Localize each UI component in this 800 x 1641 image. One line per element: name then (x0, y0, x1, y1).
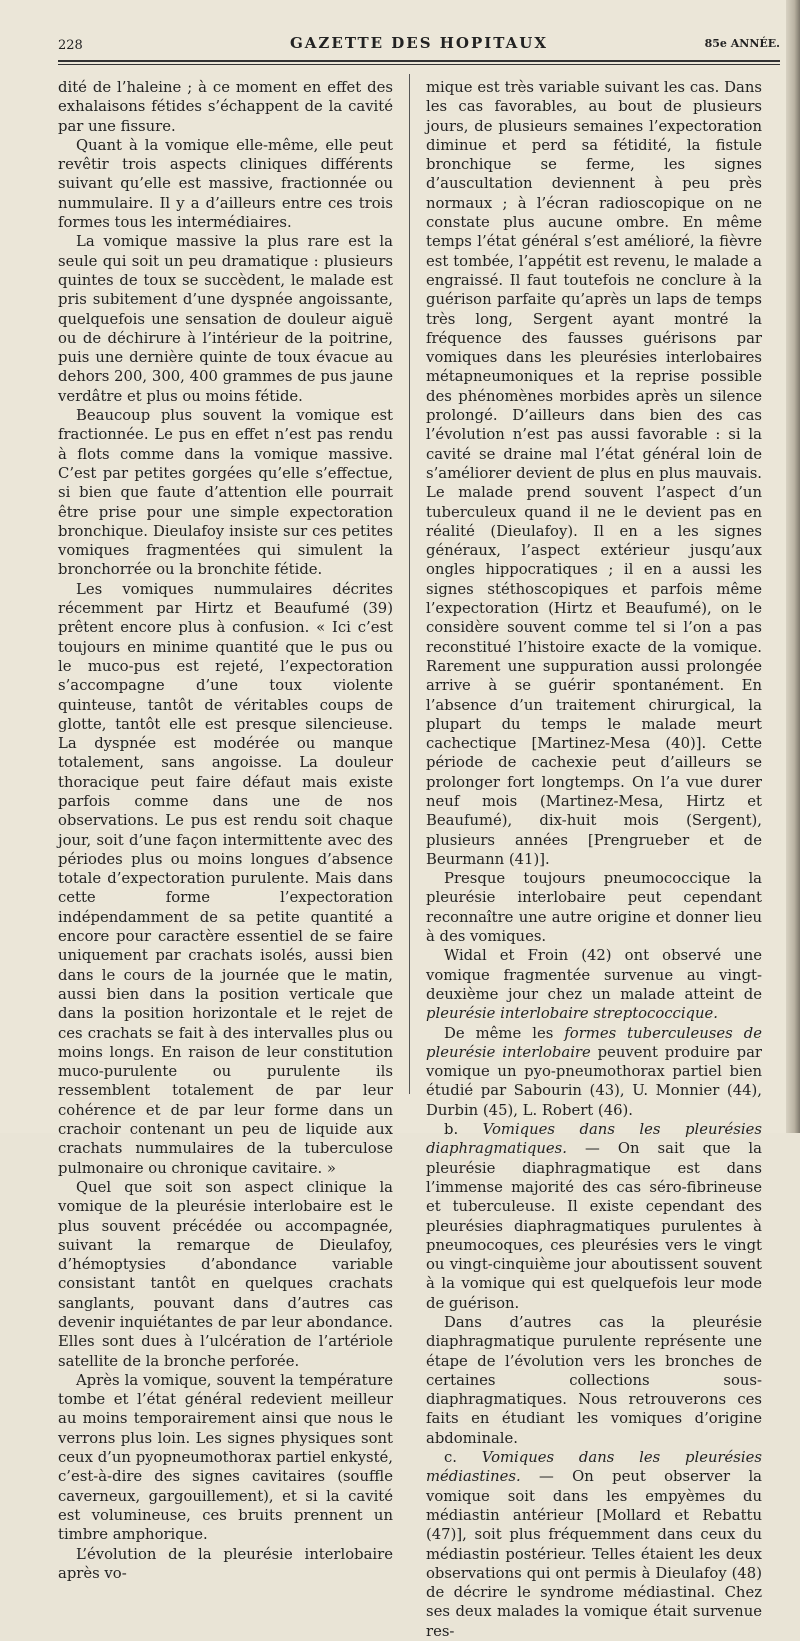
page-edge (786, 0, 800, 1133)
paragraph: dité de l’haleine ; à ce moment en effet des exhalaisons fétides s’échappent de la cavité par une fissure. (58, 79, 393, 135)
paragraph: La vomique massive la plus rare est la seule qui soit un peu dramatique : plusieurs quintes de toux se succèdent, le malade est pris subitement d’une dyspnée angoissante, quelquefois une sensation de douleur aiguë ou de déchirure à l’intérieur de la poitrine, puis une dernière quinte de toux évacue au dehors 200, 300, 400 grammes de pus jaune verdâtre et plus ou moins fétide. (58, 233, 393, 405)
header-rule (58, 60, 780, 62)
header-rule-thin (58, 64, 780, 65)
left-column (58, 78, 393, 1583)
paragraph: b. Vomiques dans les pleurésies diaphragmatiques. — On sait que la pleurésie diaphragmatique est dans l’immense majorité des cas séro-fibrineuse et tuberculeuse. Il existe cependant des pleurésies diaphragmatiques purulentes à pneumocoques, ces pleurésies vers le vingt ou vingt-cinquième jour aboutissent souvent à la vomique qui est quelquefois leur mode de guérison. (426, 1121, 762, 1312)
paragraph: Les vomiques nummulaires décrites récemment par Hirtz et Beaufumé (39) prêtent encore plus à confusion. « Ici c’est toujours en minime quantité que le pus ou le muco-pus est rejeté, l’expectoration s’accompagne d’une toux violente quinteuse, tantôt de véritables coups de glotte, tantôt elle est presque silencieuse. La dyspnée est modérée ou manque totalement, sans angoisse. La douleur thoracique peut faire défaut mais existe parfois comme dans une de nos observations. Le pus est rendu soit chaque jour, soit d’une façon intermittente avec des périodes plus ou moins longues d’absence totale d’expectoration purulente. Mais dans cette forme l’expectoration indépendamment de sa petite quantité a encore pour caractère essentiel de se faire uniquement par crachats isolés, aussi bien dans le cours de la journée que le matin, aussi bien dans la position verticale que dans la position horizontale et le rejet de ces crachats se fait à des intervalles plus ou moins longs. En raison de leur constitution muco-purulente ou purulente ils ressemblent totalement de par leur cohérence et de par leur forme dans un crachoir contenant un peu de liquide aux crachats nummulaires de la tuberculose pulmonaire ou chronique cavitaire. » (58, 580, 393, 1177)
year-label: 85e ANNÉE. (704, 37, 780, 50)
paragraph: Quel que soit son aspect clinique la vomique de la pleurésie interlobaire est le plus souvent précédée ou accompagnée, suivant la remarque de Dieulafoy, d’hémoptysies d’abondance variable consistant tantôt en quelques crachats sanglants, pouvant dans d’autres cas devenir inquiétantes de par leur abondance. Elles sont dues à l’ulcération de l’artériole satellite de la bronche perforée. (58, 1178, 393, 1370)
paragraph: Quant à la vomique elle-même, elle peut revêtir trois aspects cliniques différents suivant qu’elle est massive, fractionnée ou nummulaire. Il y a d’ailleurs entre ces trois formes tous les intermédiaires. (58, 136, 393, 232)
paragraph: De même les formes tuberculeuses de pleurésie interlobaire peuvent produire par vomique un pyo-pneumothorax partiel bien étudié par Sabourin (43), U. Monnier (44), Durbin (45), L. Robert (46). (426, 1024, 762, 1119)
journal-title: GAZETTE DES HOPITAUX (289, 34, 548, 52)
paragraph: L’évolution de la pleurésie interlobaire après vo- (58, 1545, 393, 1582)
page-number: 228 (58, 38, 83, 53)
right-column (426, 78, 762, 1641)
paragraph: Beaucoup plus souvent la vomique est fractionnée. Le pus en effet n’est pas rendu à flots comme dans la vomique massive. C’est par petites gorgées qu’elle s’effectue, si bien que faute d’attention elle pourrait être prise pour une simple expectoration bronchique. Dieulafoy insiste sur ces petites vomiques fragmentées qui simulent la bronchorrée ou la bronchite fétide. (58, 407, 393, 579)
paragraph: Presque toujours pneumococcique la pleurésie interlobaire peut cependant reconnaître une autre origine et donner lieu à des vomiques. (426, 870, 762, 946)
paragraph: Widal et Froin (42) ont observé une vomique fragmentée survenue au vingt-deuxième jour chez un malade atteint de pleurésie interlobaire streptococcique. (426, 947, 762, 1023)
page-header (58, 34, 780, 56)
paragraph: c. Vomiques dans les pleurésies médiastines. — On peut observer la vomique soit dans les empyèmes du médiastin antérieur [Mollard et Rebattu (47)], soit plus fréquemment dans ceux du médiastin postérieur. Telles étaient les deux observations qui ont permis à Dieulafoy (48) de décrire le syndrome médiastinal. Chez ses deux malades la vomique était survenue res- (426, 1449, 762, 1640)
paragraph: Après la vomique, souvent la température tombe et l’état général redevient meilleur au moins temporairement ainsi que nous le verrons plus loin. Les signes physiques sont ceux d’un pyopneumothorax partiel enkysté, c’est-à-dire des signes cavitaires (souffle caverneux, gargouillement), et si la cavité est volumineuse, ces bruits prennent un timbre amphorique. (58, 1371, 393, 1544)
column-divider (409, 74, 410, 1094)
paragraph: Dans d’autres cas la pleurésie diaphragmatique purulente représente une étape de l’évolution vers les bronches de certaines collections sous-diaphragmatiques. Nous retrouverons ces faits en étudiant les vomiques d’origine abdominale. (426, 1314, 762, 1447)
paragraph: mique est très variable suivant les cas. Dans les cas favorables, au bout de plusieurs jours, de plusieurs semaines l’expectoration diminue et perd sa fétidité, la fistule bronchique se ferme, les signes d’auscultation deviennent à peu près normaux ; à l’écran radioscopique on ne constate plus aucune ombre. En même temps l’état général s’est amélioré, la fièvre est tombée, l’appétit est revenu, le malade a engraissé. Il faut toutefois ne conclure à la guérison parfaite qu’après un laps de temps très long, Sergent ayant montré la fréquence des fausses guérisons par vomiques dans les pleurésies interlobaires métapneumoniques et la reprise possible des phénomènes morbides après un silence prolongé. D’ailleurs dans bien des cas l’évolution n’est pas aussi favorable : si la cavité se draine mal l’état général loin de s’améliorer devient de plus en plus mauvais. Le malade prend souvent l’aspect d’un tuberculeux quand il ne le devient pas en réalité (Dieulafoy). Il en a les signes généraux, l’aspect extérieur jusqu’aux ongles hippocratiques ; il en a aussi les signes stéthoscopiques et parfois même l’expectoration (Hirtz et Beaufumé), on le considère souvent comme tel si l’on a pas reconstitué l’histoire exacte de la vomique. Rarement une suppuration aussi prolongée arrive à se guérir spontanément. En l’absence d’un traitement chirurgical, la plupart du temps le malade meurt cachectique [Martinez-Mesa (40)]. Cette période de cachexie peut d’ailleurs se prolonger fort longtemps. On l’a vue durer neuf mois (Martinez-Mesa, Hirtz et Beaufumé), dix-huit mois (Sergent), plusieurs années [Prengrueber et de Beurmann (41)]. (426, 79, 762, 868)
